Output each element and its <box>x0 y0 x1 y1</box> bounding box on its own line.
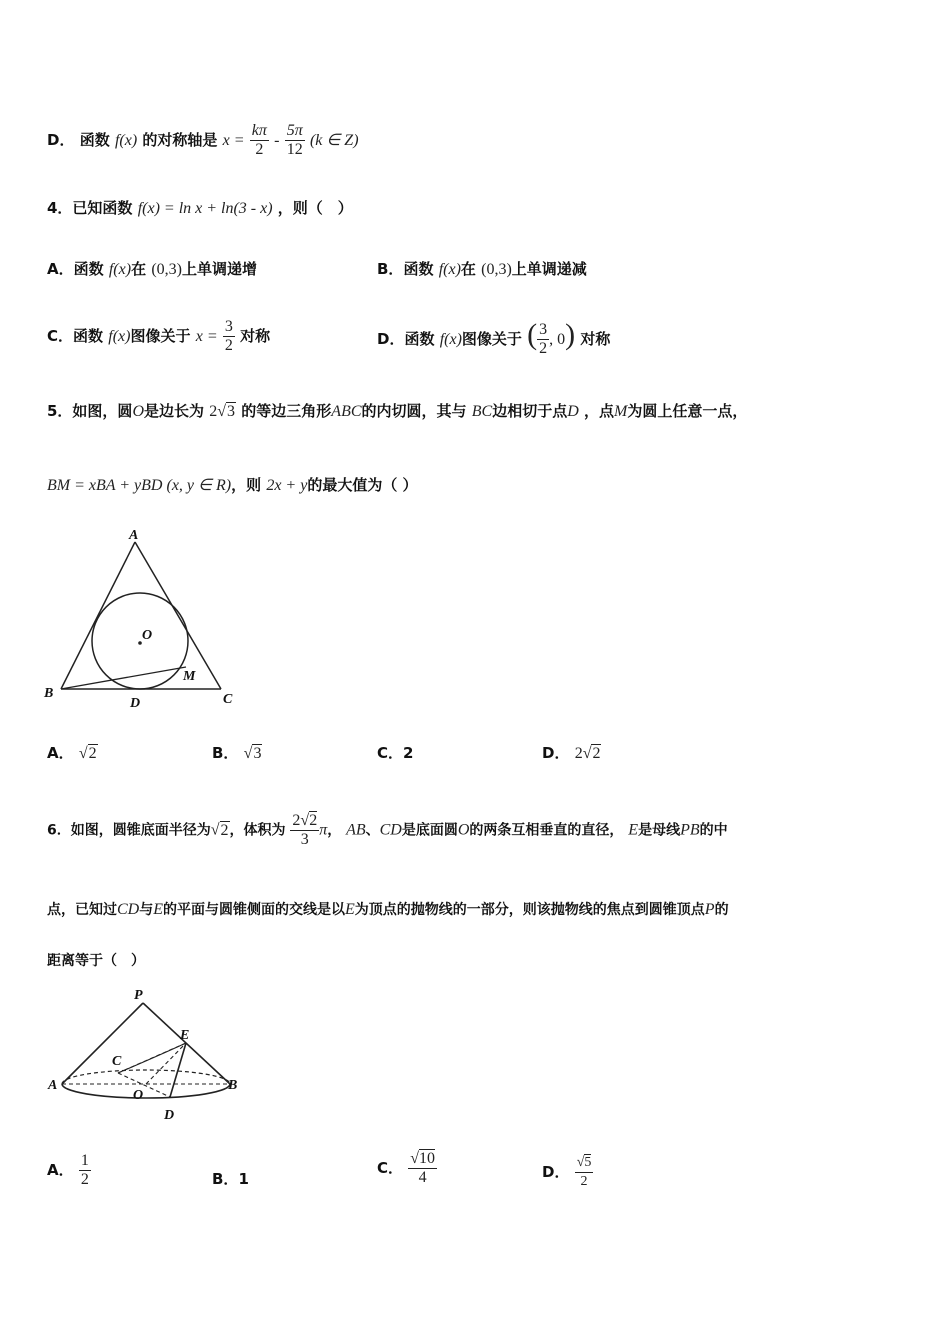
cone-figure <box>40 985 250 1125</box>
q6-stem-line2: 点，已知过CD与E的平面与圆锥侧面的交线是以E为顶点的抛物线的一部分，则该抛物线的焦点到圆锥顶点P的 <box>47 901 729 918</box>
label-A: A <box>129 528 139 543</box>
option-label: D． <box>47 131 75 149</box>
label-C: C <box>223 692 233 707</box>
label-B: B <box>44 686 54 701</box>
label-C: C <box>112 1054 122 1069</box>
q5-option-d[interactable]: D． 2√2 <box>542 744 601 762</box>
q4-stem: 4．已知函数 f(x) = ln x + ln(3 - x) ，则（ ） <box>47 199 353 217</box>
q6-stem-line1: 6．如图，圆锥底面半径为√2，体积为 $\frac{2√2}{3}$ π， AB、CD是底面圆O的两条互相垂直的直径， E是母线PB的中 <box>47 812 728 848</box>
label-B: B <box>228 1078 238 1093</box>
q5-option-b[interactable]: B． √3 <box>212 744 262 762</box>
q3-option-d: D． 函数 f(x) 的对称轴是 x = $\frac{k\pi}{2}$ - $\frac{5\pi}{12}$ (k ∈ Z) <box>47 122 359 158</box>
q4-option-a[interactable]: A．函数 f(x)在 (0,3)上单调递增 <box>47 260 257 278</box>
q4-option-b[interactable]: B．函数 f(x)在 (0,3)上单调递减 <box>377 260 587 278</box>
label-O: O <box>142 628 153 643</box>
label-M: M <box>183 669 196 684</box>
label-D: D <box>130 696 141 711</box>
q6-stem-line3: 距离等于（ ） <box>47 953 145 969</box>
label-A: A <box>48 1078 58 1093</box>
fraction-k-pi-over-2: $\frac{k\pi}{2}$ <box>251 122 267 158</box>
label-P: P <box>134 988 143 1003</box>
q4-option-c[interactable]: C．函数 f(x)图像关于 x = $\frac{3}{2}$ 对称 <box>47 318 271 354</box>
triangle-incircle-figure <box>40 525 250 715</box>
q6-option-d[interactable]: D． $\frac{√5}{2}$ <box>542 1155 592 1189</box>
q5-option-a[interactable]: A． √2 <box>47 744 97 762</box>
q6-option-b[interactable]: B．1 <box>212 1170 249 1188</box>
q4-option-d[interactable]: D．函数 f(x)图像关于 ( $\frac{3}{2}$ , 0) 对称 <box>377 318 611 357</box>
q5-stem-line1: 5．如图，圆O是边长为 2√3 的等边三角形ABC的内切圆，其与 BC边相切于点D ，点M为圆上任意一点， <box>47 402 748 420</box>
q5-option-c[interactable]: C．2 <box>377 744 414 762</box>
fraction-5pi-over-12: $\frac{5\pi}{12}$ <box>286 122 303 158</box>
label-E: E <box>180 1028 190 1043</box>
label-D: D <box>164 1108 175 1123</box>
q6-option-c[interactable]: C． $\frac{√10}{4}$ <box>377 1150 436 1186</box>
q6-option-a[interactable]: A． $\frac{1}{2}$ <box>47 1152 89 1188</box>
q5-stem-line2: BM = xBA + yBD (x, y ∈ R)，则 2x + y的最大值为（ ） <box>47 476 418 494</box>
label-O: O <box>133 1088 144 1103</box>
